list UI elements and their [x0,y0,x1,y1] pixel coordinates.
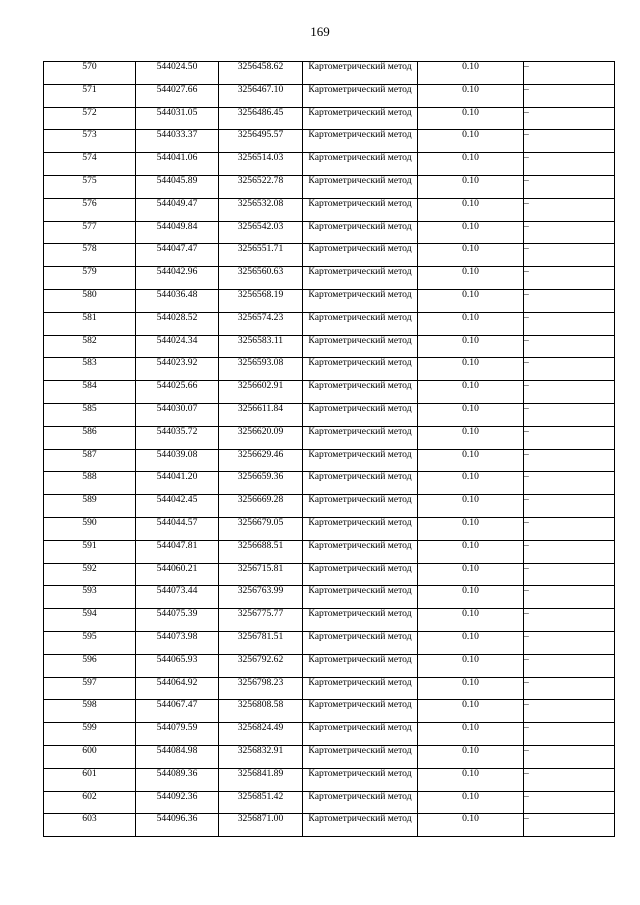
x-coordinate-cell: 544067.47 [136,700,219,723]
table-row [44,768,615,791]
accuracy-cell: 0.10 [418,358,524,381]
y-coordinate-cell: 3256542.03 [219,221,303,244]
table-row [44,107,615,130]
y-coordinate-cell: 3256568.19 [219,289,303,312]
point-number-cell: 577 [44,221,136,244]
accuracy-cell: 0.10 [418,609,524,632]
table-row [44,723,615,746]
y-coordinate-cell: 3256458.62 [219,62,303,85]
method-cell: Картометрический метод [303,449,418,472]
note-cell: – [524,312,615,335]
accuracy-cell: 0.10 [418,654,524,677]
table-row [44,221,615,244]
table-row [44,791,615,814]
y-coordinate-cell: 3256551.71 [219,244,303,267]
note-cell: – [524,130,615,153]
y-coordinate-cell: 3256495.57 [219,130,303,153]
accuracy-cell: 0.10 [418,814,524,837]
point-number-cell: 583 [44,358,136,381]
page-number: 169 [310,24,330,39]
table-row [44,62,615,85]
method-cell: Картометрический метод [303,791,418,814]
point-number-cell: 586 [44,426,136,449]
y-coordinate-cell: 3256781.51 [219,631,303,654]
table-row [44,814,615,837]
x-coordinate-cell: 544079.59 [136,723,219,746]
y-coordinate-cell: 3256715.81 [219,563,303,586]
table-row [44,745,615,768]
accuracy-cell: 0.10 [418,381,524,404]
accuracy-cell: 0.10 [418,700,524,723]
x-coordinate-cell: 544044.57 [136,517,219,540]
x-coordinate-cell: 544030.07 [136,403,219,426]
y-coordinate-cell: 3256824.49 [219,723,303,746]
method-cell: Картометрический метод [303,654,418,677]
method-cell: Картометрический метод [303,335,418,358]
accuracy-cell: 0.10 [418,267,524,290]
y-coordinate-cell: 3256620.09 [219,426,303,449]
x-coordinate-cell: 544042.96 [136,267,219,290]
point-number-cell: 603 [44,814,136,837]
table-row [44,244,615,267]
x-coordinate-cell: 544047.47 [136,244,219,267]
method-cell: Картометрический метод [303,814,418,837]
table-row [44,198,615,221]
note-cell: – [524,335,615,358]
x-coordinate-cell: 544025.66 [136,381,219,404]
note-cell: – [524,768,615,791]
table-row [44,517,615,540]
accuracy-cell: 0.10 [418,84,524,107]
x-coordinate-cell: 544092.36 [136,791,219,814]
point-number-cell: 581 [44,312,136,335]
table-row [44,677,615,700]
x-coordinate-cell: 544073.44 [136,586,219,609]
note-cell: – [524,677,615,700]
note-cell: – [524,358,615,381]
note-cell: – [524,449,615,472]
table-row [44,289,615,312]
y-coordinate-cell: 3256574.23 [219,312,303,335]
x-coordinate-cell: 544042.45 [136,495,219,518]
method-cell: Картометрический метод [303,221,418,244]
note-cell: – [524,107,615,130]
x-coordinate-cell: 544096.36 [136,814,219,837]
note-cell: – [524,426,615,449]
x-coordinate-cell: 544028.52 [136,312,219,335]
x-coordinate-cell: 544049.47 [136,198,219,221]
point-number-cell: 576 [44,198,136,221]
note-cell: – [524,267,615,290]
y-coordinate-cell: 3256522.78 [219,175,303,198]
y-coordinate-cell: 3256832.91 [219,745,303,768]
point-number-cell: 592 [44,563,136,586]
method-cell: Картометрический метод [303,358,418,381]
note-cell: – [524,175,615,198]
y-coordinate-cell: 3256679.05 [219,517,303,540]
point-number-cell: 580 [44,289,136,312]
method-cell: Картометрический метод [303,768,418,791]
x-coordinate-cell: 544065.93 [136,654,219,677]
point-number-cell: 575 [44,175,136,198]
note-cell: – [524,791,615,814]
note-cell: – [524,221,615,244]
method-cell: Картометрический метод [303,472,418,495]
table-row [44,472,615,495]
method-cell: Картометрический метод [303,677,418,700]
table-row [44,84,615,107]
note-cell: – [524,723,615,746]
method-cell: Картометрический метод [303,84,418,107]
y-coordinate-cell: 3256659.36 [219,472,303,495]
note-cell: – [524,62,615,85]
note-cell: – [524,84,615,107]
y-coordinate-cell: 3256851.42 [219,791,303,814]
table-row [44,609,615,632]
y-coordinate-cell: 3256688.51 [219,540,303,563]
note-cell: – [524,609,615,632]
method-cell: Картометрический метод [303,586,418,609]
table-row [44,175,615,198]
x-coordinate-cell: 544064.92 [136,677,219,700]
x-coordinate-cell: 544075.39 [136,609,219,632]
point-number-cell: 573 [44,130,136,153]
y-coordinate-cell: 3256775.77 [219,609,303,632]
point-number-cell: 570 [44,62,136,85]
x-coordinate-cell: 544060.21 [136,563,219,586]
note-cell: – [524,517,615,540]
method-cell: Картометрический метод [303,517,418,540]
accuracy-cell: 0.10 [418,540,524,563]
point-number-cell: 597 [44,677,136,700]
accuracy-cell: 0.10 [418,631,524,654]
method-cell: Картометрический метод [303,381,418,404]
note-cell: – [524,586,615,609]
y-coordinate-cell: 3256798.23 [219,677,303,700]
accuracy-cell: 0.10 [418,426,524,449]
table-row [44,700,615,723]
note-cell: – [524,244,615,267]
accuracy-cell: 0.10 [418,723,524,746]
accuracy-cell: 0.10 [418,745,524,768]
point-number-cell: 585 [44,403,136,426]
point-number-cell: 602 [44,791,136,814]
table-row [44,335,615,358]
method-cell: Картометрический метод [303,130,418,153]
x-coordinate-cell: 544023.92 [136,358,219,381]
y-coordinate-cell: 3256486.45 [219,107,303,130]
y-coordinate-cell: 3256629.46 [219,449,303,472]
method-cell: Картометрический метод [303,289,418,312]
x-coordinate-cell: 544045.89 [136,175,219,198]
x-coordinate-cell: 544047.81 [136,540,219,563]
note-cell: – [524,654,615,677]
table-row [44,153,615,176]
x-coordinate-cell: 544031.05 [136,107,219,130]
y-coordinate-cell: 3256763.99 [219,586,303,609]
table-row [44,563,615,586]
method-cell: Картометрический метод [303,107,418,130]
accuracy-cell: 0.10 [418,221,524,244]
note-cell: – [524,700,615,723]
note-cell: – [524,745,615,768]
point-number-cell: 590 [44,517,136,540]
note-cell: – [524,289,615,312]
method-cell: Картометрический метод [303,723,418,746]
point-number-cell: 579 [44,267,136,290]
table-row [44,654,615,677]
accuracy-cell: 0.10 [418,107,524,130]
x-coordinate-cell: 544036.48 [136,289,219,312]
method-cell: Картометрический метод [303,700,418,723]
accuracy-cell: 0.10 [418,517,524,540]
note-cell: – [524,198,615,221]
accuracy-cell: 0.10 [418,472,524,495]
accuracy-cell: 0.10 [418,198,524,221]
point-number-cell: 601 [44,768,136,791]
x-coordinate-cell: 544039.08 [136,449,219,472]
accuracy-cell: 0.10 [418,449,524,472]
y-coordinate-cell: 3256669.28 [219,495,303,518]
accuracy-cell: 0.10 [418,175,524,198]
note-cell: – [524,814,615,837]
x-coordinate-cell: 544049.84 [136,221,219,244]
point-number-cell: 599 [44,723,136,746]
note-cell: – [524,381,615,404]
method-cell: Картометрический метод [303,267,418,290]
y-coordinate-cell: 3256467.10 [219,84,303,107]
x-coordinate-cell: 544084.98 [136,745,219,768]
accuracy-cell: 0.10 [418,677,524,700]
note-cell: – [524,403,615,426]
method-cell: Картометрический метод [303,403,418,426]
point-number-cell: 594 [44,609,136,632]
method-cell: Картометрический метод [303,426,418,449]
point-number-cell: 572 [44,107,136,130]
method-cell: Картометрический метод [303,745,418,768]
y-coordinate-cell: 3256611.84 [219,403,303,426]
table-row [44,631,615,654]
point-number-cell: 591 [44,540,136,563]
accuracy-cell: 0.10 [418,335,524,358]
x-coordinate-cell: 544073.98 [136,631,219,654]
coordinates-table-body [44,62,615,837]
table-row [44,403,615,426]
accuracy-cell: 0.10 [418,153,524,176]
point-number-cell: 587 [44,449,136,472]
x-coordinate-cell: 544041.20 [136,472,219,495]
accuracy-cell: 0.10 [418,495,524,518]
point-number-cell: 595 [44,631,136,654]
y-coordinate-cell: 3256841.89 [219,768,303,791]
table-row [44,267,615,290]
x-coordinate-cell: 544089.36 [136,768,219,791]
point-number-cell: 588 [44,472,136,495]
table-row [44,586,615,609]
accuracy-cell: 0.10 [418,289,524,312]
method-cell: Картометрический метод [303,244,418,267]
point-number-cell: 584 [44,381,136,404]
accuracy-cell: 0.10 [418,768,524,791]
accuracy-cell: 0.10 [418,563,524,586]
point-number-cell: 578 [44,244,136,267]
y-coordinate-cell: 3256602.91 [219,381,303,404]
method-cell: Картометрический метод [303,609,418,632]
method-cell: Картометрический метод [303,153,418,176]
accuracy-cell: 0.10 [418,403,524,426]
accuracy-cell: 0.10 [418,586,524,609]
table-row [44,358,615,381]
x-coordinate-cell: 544035.72 [136,426,219,449]
method-cell: Картометрический метод [303,312,418,335]
table-row [44,495,615,518]
x-coordinate-cell: 544041.06 [136,153,219,176]
method-cell: Картометрический метод [303,631,418,654]
x-coordinate-cell: 544027.66 [136,84,219,107]
table-row [44,381,615,404]
note-cell: – [524,495,615,518]
point-number-cell: 571 [44,84,136,107]
point-number-cell: 598 [44,700,136,723]
method-cell: Картометрический метод [303,563,418,586]
y-coordinate-cell: 3256560.63 [219,267,303,290]
table-row [44,426,615,449]
point-number-cell: 582 [44,335,136,358]
table-row [44,130,615,153]
y-coordinate-cell: 3256532.08 [219,198,303,221]
point-number-cell: 589 [44,495,136,518]
y-coordinate-cell: 3256583.11 [219,335,303,358]
accuracy-cell: 0.10 [418,244,524,267]
method-cell: Картометрический метод [303,198,418,221]
note-cell: – [524,153,615,176]
y-coordinate-cell: 3256593.08 [219,358,303,381]
y-coordinate-cell: 3256792.62 [219,654,303,677]
method-cell: Картометрический метод [303,540,418,563]
x-coordinate-cell: 544033.37 [136,130,219,153]
accuracy-cell: 0.10 [418,62,524,85]
method-cell: Картометрический метод [303,495,418,518]
coordinates-table [43,61,615,837]
point-number-cell: 593 [44,586,136,609]
note-cell: – [524,631,615,654]
accuracy-cell: 0.10 [418,312,524,335]
method-cell: Картометрический метод [303,62,418,85]
note-cell: – [524,472,615,495]
x-coordinate-cell: 544024.50 [136,62,219,85]
method-cell: Картометрический метод [303,175,418,198]
point-number-cell: 574 [44,153,136,176]
table-row [44,540,615,563]
y-coordinate-cell: 3256514.03 [219,153,303,176]
accuracy-cell: 0.10 [418,130,524,153]
point-number-cell: 596 [44,654,136,677]
point-number-cell: 600 [44,745,136,768]
note-cell: – [524,563,615,586]
x-coordinate-cell: 544024.34 [136,335,219,358]
y-coordinate-cell: 3256808.58 [219,700,303,723]
table-row [44,312,615,335]
y-coordinate-cell: 3256871.00 [219,814,303,837]
accuracy-cell: 0.10 [418,791,524,814]
table-row [44,449,615,472]
note-cell: – [524,540,615,563]
